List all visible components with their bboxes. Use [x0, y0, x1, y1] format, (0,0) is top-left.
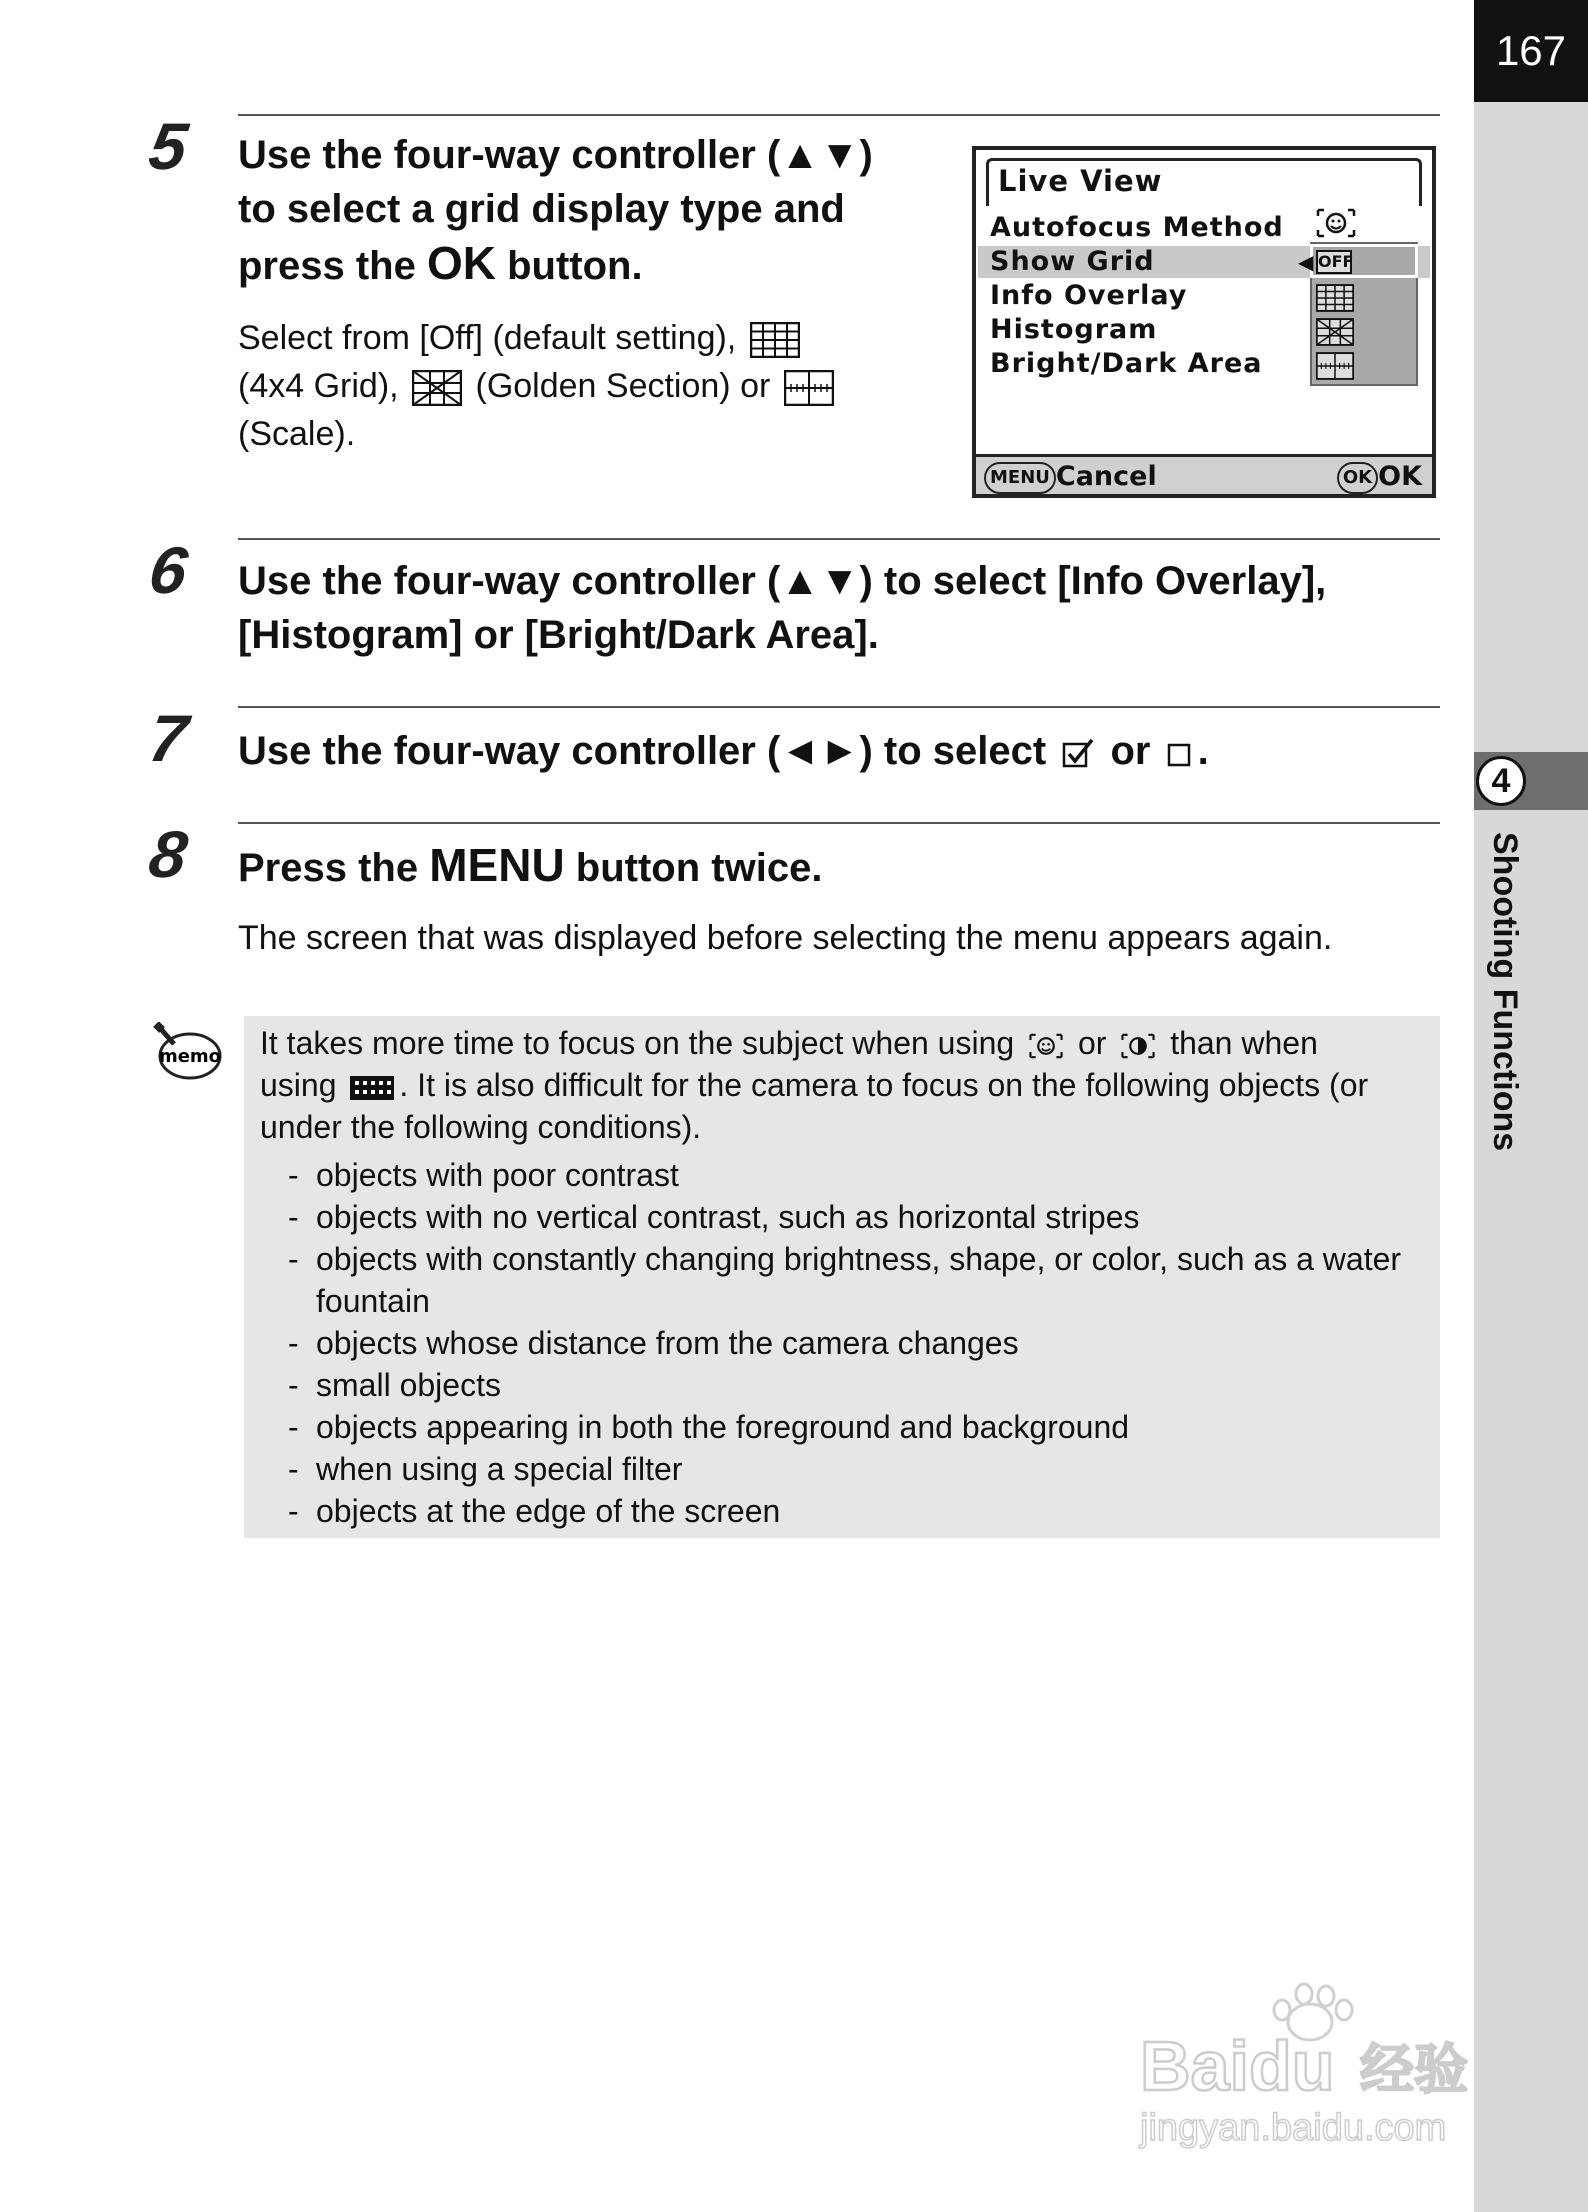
scale-icon — [784, 370, 834, 406]
ok-key-label: OK — [426, 237, 496, 289]
list-item: - objects appearing in both the foreground and background — [288, 1406, 1408, 1448]
menu-item-histogram[interactable]: Histogram — [990, 314, 1158, 345]
step-7-rule — [238, 706, 1440, 708]
golden-section-option-icon[interactable] — [1316, 318, 1354, 346]
step-6-number: 6 — [144, 533, 192, 607]
svg-text:jingyan.baidu.com: jingyan.baidu.com — [1140, 2107, 1447, 2149]
ok-control[interactable]: OK OK — [1337, 461, 1422, 494]
face-detect-icon — [1314, 206, 1358, 240]
grid-off-icon: OFF — [1316, 250, 1352, 274]
step-8-body: The screen that was displayed before selecting the menu appears again. — [238, 919, 1333, 957]
list-item: - objects with no vertical contrast, such as horizontal stripes — [288, 1196, 1408, 1238]
svg-text:Baidu: Baidu — [1140, 2027, 1335, 2105]
menu-item-info-overlay[interactable]: Info Overlay — [990, 280, 1188, 311]
page-number: 167 — [1474, 0, 1588, 102]
left-arrow-icon: ◀ — [1298, 252, 1314, 274]
scale-option-icon[interactable] — [1316, 352, 1354, 380]
screen-tab-title: Live View — [998, 164, 1163, 198]
step-7-heading: Use the four-way controller (◄►) to select or . — [238, 729, 1209, 773]
list-item: - objects at the edge of the screen — [288, 1490, 1408, 1532]
list-item: - when using a special filter — [288, 1448, 1408, 1490]
menu-button-icon: MENU — [984, 462, 1056, 494]
golden-section-icon — [412, 370, 462, 406]
step-7-number: 7 — [144, 701, 192, 775]
step-5-heading: Use the four-way controller (▲▼) to select a grid display type and press the OK button. — [238, 133, 873, 289]
grid-4x4-option-icon[interactable] — [1316, 284, 1354, 312]
memo-intro: It takes more time to focus on the subject when using or than when using . It is also difficult for the camera to focus on the following objects (or under the following conditions). — [260, 1025, 1369, 1145]
checkbox-checked-icon — [1061, 736, 1095, 770]
step-8-number: 8 — [144, 817, 192, 891]
camera-screen — [972, 146, 1436, 498]
menu-item-autofocus-method[interactable]: Autofocus Method — [990, 212, 1284, 243]
step-5-body: Select from [Off] (default setting), (4x4 Grid), (Golden Section) or (Scale). — [238, 314, 928, 458]
list-item: - objects whose distance from the camera changes — [288, 1322, 1408, 1364]
list-item: - small objects — [288, 1364, 1408, 1406]
svg-text:经验: 经验 — [1360, 2038, 1468, 2101]
memo-icon — [150, 1022, 222, 1084]
cancel-control[interactable]: MENU Cancel — [984, 461, 1157, 494]
grid-4x4-icon — [750, 322, 800, 358]
menu-key-label: MENU — [429, 839, 565, 891]
step-6-heading: Use the four-way controller (▲▼) to select [Info Overlay], [Histogram] or [Bright/Dark Area]. — [238, 559, 1327, 657]
ok-button-icon: OK — [1337, 462, 1378, 494]
svg-text:memo: memo — [158, 1046, 222, 1067]
step-5-rule — [238, 114, 1440, 116]
step-8-rule — [238, 822, 1440, 824]
chapter-title: Shooting Functions — [1486, 832, 1524, 1152]
step-8-heading: Press the MENU button twice. — [238, 839, 823, 891]
baidu-watermark — [1120, 1980, 1500, 2160]
menu-item-show-grid[interactable]: Show Grid — [990, 246, 1155, 277]
contrast-af-icon — [1119, 1030, 1157, 1062]
list-item: - objects with constantly changing brightness, shape, or color, such as a water fountain — [288, 1238, 1408, 1322]
memo-bullet-list — [288, 1154, 1408, 1532]
face-detection-icon — [1027, 1030, 1065, 1062]
screen-footer — [976, 454, 1432, 494]
menu-item-bright-dark-area[interactable]: Bright/Dark Area — [990, 348, 1263, 379]
chapter-number: 4 — [1476, 756, 1526, 806]
multi-point-af-icon — [349, 1075, 395, 1101]
step-6-rule — [238, 538, 1440, 540]
step-5-number: 5 — [144, 109, 192, 183]
list-item: - objects with poor contrast — [288, 1154, 1408, 1196]
checkbox-empty-icon — [1166, 739, 1194, 767]
